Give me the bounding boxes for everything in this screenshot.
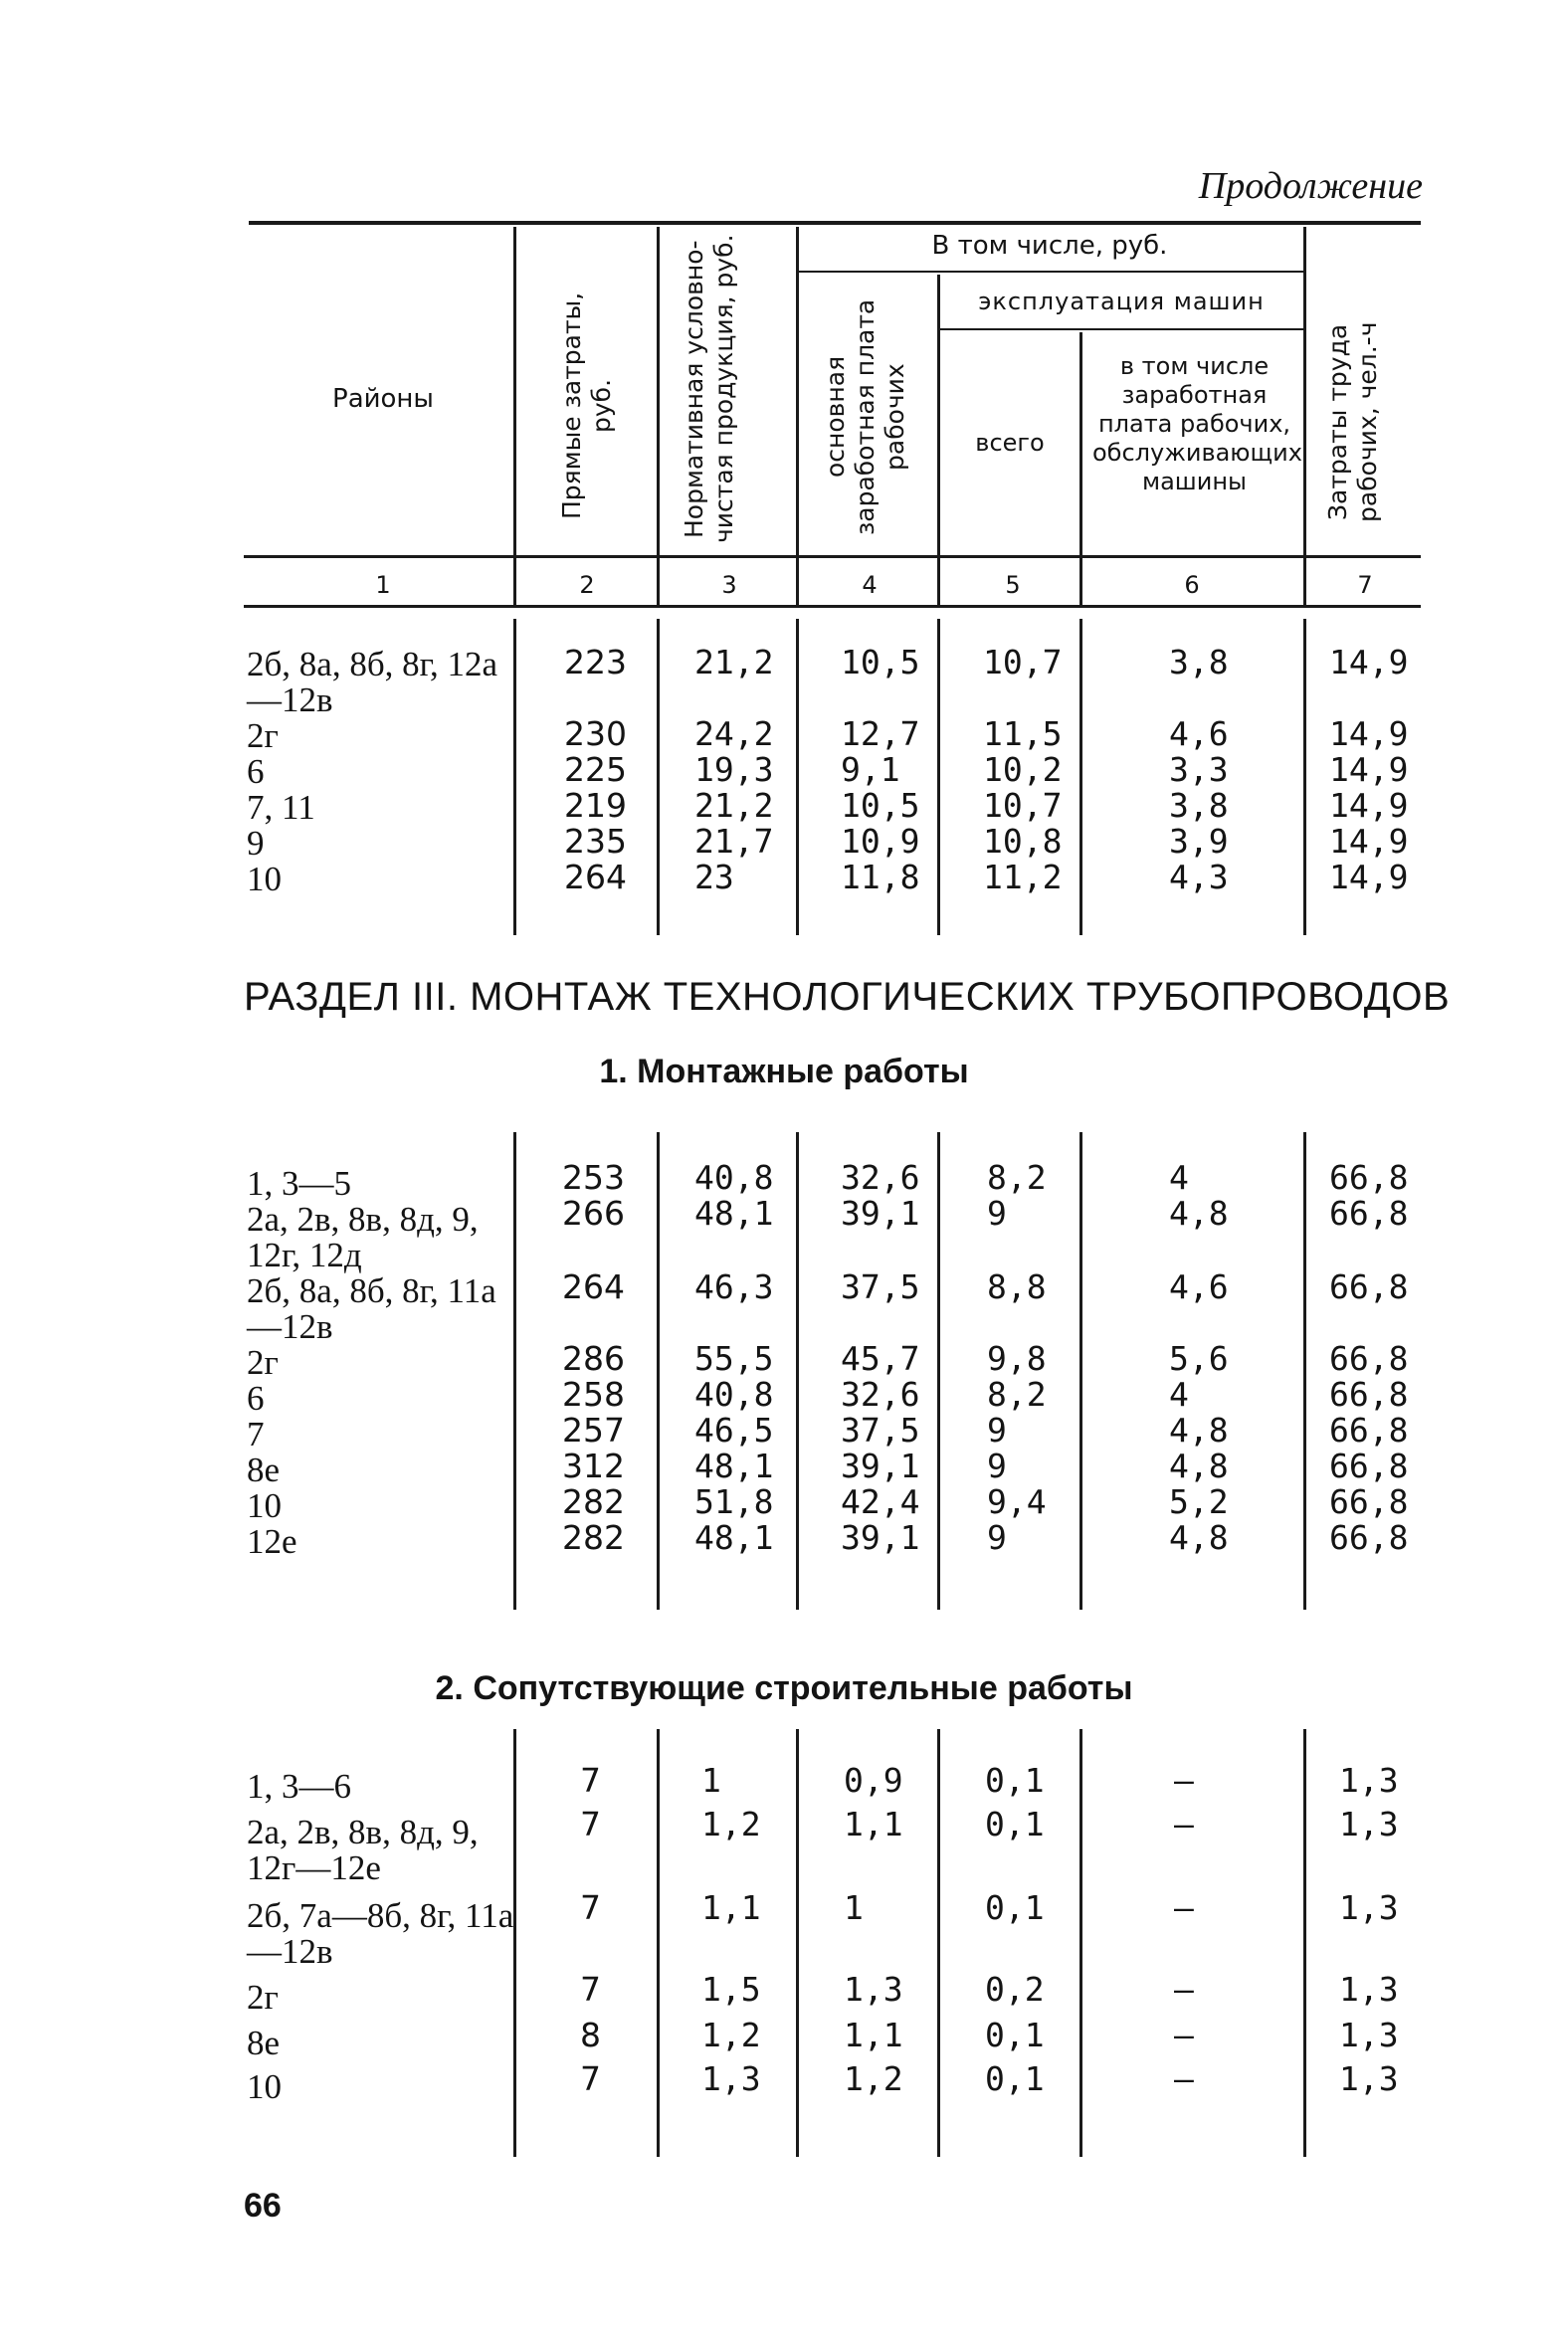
table-cell: 39,1 xyxy=(841,1194,920,1233)
table-cell: 1,3 xyxy=(701,2059,761,2098)
table-cell: 4 xyxy=(1169,1375,1189,1414)
table-row-region: 2г xyxy=(247,1343,279,1382)
table-cell: 7 xyxy=(580,1805,601,1843)
header-divider xyxy=(796,227,799,607)
column-divider xyxy=(657,1132,660,1610)
table-cell: 4,8 xyxy=(1169,1411,1229,1450)
table-cell: 10,9 xyxy=(841,822,920,861)
table-row-region: 8е xyxy=(247,2024,281,2062)
table-row-region: 1, 3—6 xyxy=(247,1767,351,1806)
table-cell: 0,1 xyxy=(985,2016,1045,2054)
table-cell: 219 xyxy=(564,786,627,825)
table-cell: 7 xyxy=(580,1761,601,1800)
table-row-region: 6 xyxy=(247,1379,265,1418)
table-cell: 14,9 xyxy=(1329,714,1409,753)
table-row-region: 2г xyxy=(247,716,279,755)
table-cell: 1,5 xyxy=(701,1970,761,2009)
table-cell: 1,3 xyxy=(1339,1761,1399,1800)
column-divider xyxy=(657,1729,660,2157)
table-cell: 257 xyxy=(562,1411,625,1450)
column-divider xyxy=(796,1729,799,2157)
table-row-region: 12е xyxy=(247,1522,297,1561)
table-cell: 9 xyxy=(987,1411,1007,1450)
table-cell: 23 xyxy=(694,858,734,896)
table-cell: 1,1 xyxy=(844,2016,903,2054)
table-cell: 1,2 xyxy=(701,1805,761,1843)
table-cell: 11,5 xyxy=(983,714,1063,753)
table-cell: 66,8 xyxy=(1329,1375,1409,1414)
table-cell: 9 xyxy=(987,1447,1007,1485)
table-row-region: 7, 11 xyxy=(247,788,315,827)
table-row-region: 10 xyxy=(247,860,282,898)
section-title: РАЗДЕЛ III. МОНТАЖ ТЕХНОЛОГИЧЕСКИХ ТРУБОПРОВОДОВ xyxy=(244,975,1451,1019)
table-cell: 1,3 xyxy=(1339,2016,1399,2054)
header-divider xyxy=(513,227,516,607)
col-number: 1 xyxy=(375,571,391,599)
table-cell: 286 xyxy=(562,1339,625,1378)
table-cell: 66,8 xyxy=(1329,1267,1409,1306)
table-cell: 21,2 xyxy=(694,786,774,825)
group-rule xyxy=(796,271,1303,273)
column-divider xyxy=(1303,619,1306,935)
header-top-rule xyxy=(249,221,1421,225)
table-cell: 253 xyxy=(562,1158,625,1197)
table-cell: 3,3 xyxy=(1169,750,1229,789)
table-cell: 0,2 xyxy=(985,1970,1045,2009)
table-cell: — xyxy=(1174,1805,1194,1843)
header-group-including: В том числе, руб. xyxy=(931,231,1168,261)
table-cell: 1 xyxy=(844,1888,864,1927)
table-cell: 37,5 xyxy=(841,1267,920,1306)
table-cell: 14,9 xyxy=(1329,750,1409,789)
table-cell: 1,2 xyxy=(701,2016,761,2054)
table-cell: 48,1 xyxy=(694,1518,774,1557)
table-cell: 8,8 xyxy=(987,1267,1047,1306)
col-number: 5 xyxy=(1005,571,1021,599)
table-cell: 39,1 xyxy=(841,1518,920,1557)
column-divider xyxy=(937,1729,940,2157)
table-cell: 1,3 xyxy=(1339,2059,1399,2098)
table-cell: 66,8 xyxy=(1329,1482,1409,1521)
table-cell: 225 xyxy=(564,750,627,789)
table-cell: 14,9 xyxy=(1329,643,1409,681)
table-cell: 4,6 xyxy=(1169,714,1229,753)
header-divider xyxy=(1079,332,1082,607)
table-cell: 4,8 xyxy=(1169,1447,1229,1485)
column-divider xyxy=(1079,619,1082,935)
table-cell: — xyxy=(1174,1970,1194,2009)
table-cell: 14,9 xyxy=(1329,858,1409,896)
table-cell: 1,3 xyxy=(844,1970,903,2009)
table-cell: 39,1 xyxy=(841,1447,920,1485)
col-number: 4 xyxy=(862,571,878,599)
table-row-region: 7 xyxy=(247,1415,265,1454)
table-cell: 1,1 xyxy=(844,1805,903,1843)
header-col-normative-product: Нормативная условно-чистая продукция, руб. xyxy=(680,234,738,544)
column-divider xyxy=(796,1132,799,1610)
table-cell: 3,8 xyxy=(1169,786,1229,825)
table-cell: — xyxy=(1174,2016,1194,2054)
header-bottom-rule xyxy=(244,555,1421,558)
table-cell: 7 xyxy=(580,1970,601,2009)
table-cell: 1,2 xyxy=(844,2059,903,2098)
subsection-title-construction: 2. Сопутствующие строительные работы xyxy=(435,1669,1133,1707)
column-divider xyxy=(1303,1132,1306,1610)
table-row-region: 9 xyxy=(247,824,265,863)
header-col-wages: основная заработная плата рабочих xyxy=(821,298,909,535)
table-cell: 4,3 xyxy=(1169,858,1229,896)
table-cell: 4 xyxy=(1169,1158,1189,1197)
table-cell: 312 xyxy=(562,1447,625,1485)
table-cell: 1,3 xyxy=(1339,1805,1399,1843)
table-cell: 10,8 xyxy=(983,822,1063,861)
header-col-labor: Затраты труда рабочих, чел.-ч xyxy=(1323,321,1382,522)
table-row-region: 2а, 2в, 8в, 8д, 9, 12г—12е xyxy=(247,1813,479,1887)
table-cell: 4,6 xyxy=(1169,1267,1229,1306)
column-divider xyxy=(937,1132,940,1610)
table-cell: 266 xyxy=(562,1194,625,1233)
table-row-region: 10 xyxy=(247,2067,282,2106)
continuation-label: Продолжение xyxy=(1198,165,1423,207)
table-cell: 66,8 xyxy=(1329,1194,1409,1233)
table-cell: 4,8 xyxy=(1169,1194,1229,1233)
table-cell: 5,2 xyxy=(1169,1482,1229,1521)
table-cell: 1 xyxy=(701,1761,721,1800)
table-cell: 7 xyxy=(580,2059,601,2098)
table-cell: 40,8 xyxy=(694,1158,774,1197)
table-cell: 5,6 xyxy=(1169,1339,1229,1378)
table-cell: 48,1 xyxy=(694,1194,774,1233)
table-cell: 9 xyxy=(987,1194,1007,1233)
column-divider xyxy=(1079,1729,1082,2157)
table-cell: 48,1 xyxy=(694,1447,774,1485)
column-divider xyxy=(796,619,799,935)
table-cell: 10,2 xyxy=(983,750,1063,789)
table-cell: 66,8 xyxy=(1329,1447,1409,1485)
table-cell: — xyxy=(1174,1761,1194,1800)
header-col-total: всего xyxy=(975,429,1045,457)
table-cell: 1,3 xyxy=(1339,1888,1399,1927)
table-cell: 10,5 xyxy=(841,643,920,681)
table-cell: 37,5 xyxy=(841,1411,920,1450)
table-cell: 10,7 xyxy=(983,786,1063,825)
table-cell: 258 xyxy=(562,1375,625,1414)
header-divider xyxy=(1303,227,1306,607)
table-cell: 19,3 xyxy=(694,750,774,789)
header-col-machine-wages: в том числе заработная плата рабочих, обслуживающих машины xyxy=(1092,352,1302,495)
col-number: 2 xyxy=(579,571,595,599)
col-number: 7 xyxy=(1357,571,1373,599)
column-divider xyxy=(657,619,660,935)
table-row-region: 10 xyxy=(247,1486,282,1525)
table-cell: 40,8 xyxy=(694,1375,774,1414)
table-cell: 66,8 xyxy=(1329,1411,1409,1450)
col-number: 6 xyxy=(1184,571,1200,599)
table-cell: 42,4 xyxy=(841,1482,920,1521)
column-divider xyxy=(1079,1132,1082,1610)
header-col-direct-costs: Прямые затраты, руб. xyxy=(557,291,616,520)
table-cell: 4,8 xyxy=(1169,1518,1229,1557)
column-divider xyxy=(937,619,940,935)
subgroup-rule xyxy=(937,328,1303,330)
table-cell: 45,7 xyxy=(841,1339,920,1378)
table-cell: 0,9 xyxy=(844,1761,903,1800)
table-cell: 10,5 xyxy=(841,786,920,825)
table-cell: 0,1 xyxy=(985,2059,1045,2098)
table-cell: 264 xyxy=(564,858,627,896)
table-cell: 8,2 xyxy=(987,1158,1047,1197)
table-row-region: 2б, 8а, 8б, 8г, 12а—12в xyxy=(247,645,498,719)
table-cell: 223 xyxy=(564,643,627,681)
page-number: 66 xyxy=(244,2187,282,2225)
table-cell: 66,8 xyxy=(1329,1339,1409,1378)
table-cell: 3,8 xyxy=(1169,643,1229,681)
table-row-region: 1, 3—5 xyxy=(247,1164,351,1203)
table-cell: 9,4 xyxy=(987,1482,1047,1521)
table-cell: 8,2 xyxy=(987,1375,1047,1414)
table-cell: 14,9 xyxy=(1329,822,1409,861)
table-cell: 32,6 xyxy=(841,1375,920,1414)
col-number: 3 xyxy=(721,571,737,599)
table-cell: 10,7 xyxy=(983,643,1063,681)
table-cell: 282 xyxy=(562,1482,625,1521)
table-cell: — xyxy=(1174,2059,1194,2098)
table-cell: 66,8 xyxy=(1329,1158,1409,1197)
table-cell: 9 xyxy=(987,1518,1007,1557)
table-cell: 12,7 xyxy=(841,714,920,753)
table-cell: 32,6 xyxy=(841,1158,920,1197)
table-cell: 230 xyxy=(564,714,627,753)
table-cell: 282 xyxy=(562,1518,625,1557)
table-row-region: 2б, 7а—8б, 8г, 11а—12в xyxy=(247,1896,514,1971)
numbers-bottom-rule xyxy=(244,605,1421,608)
table-cell: 8 xyxy=(580,2016,601,2054)
table-cell: 235 xyxy=(564,822,627,861)
column-divider xyxy=(1303,1729,1306,2157)
table-cell: 1,1 xyxy=(701,1888,761,1927)
header-col-regions: Районы xyxy=(332,384,434,414)
table-row-region: 8е xyxy=(247,1451,281,1489)
table-cell: 0,1 xyxy=(985,1888,1045,1927)
table-cell: 1,3 xyxy=(1339,1970,1399,2009)
table-cell: 0,1 xyxy=(985,1805,1045,1843)
table-cell: 7 xyxy=(580,1888,601,1927)
table-cell: — xyxy=(1174,1888,1194,1927)
table-cell: 264 xyxy=(562,1267,625,1306)
table-cell: 55,5 xyxy=(694,1339,774,1378)
table-cell: 14,9 xyxy=(1329,786,1409,825)
table-cell: 51,8 xyxy=(694,1482,774,1521)
table-cell: 11,8 xyxy=(841,858,920,896)
table-cell: 21,7 xyxy=(694,822,774,861)
table-row-region: 6 xyxy=(247,752,265,791)
table-cell: 11,2 xyxy=(983,858,1063,896)
table-row-region: 2г xyxy=(247,1978,279,2017)
table-cell: 9,1 xyxy=(841,750,900,789)
table-cell: 9,8 xyxy=(987,1339,1047,1378)
header-subgroup-machines: эксплуатация машин xyxy=(978,288,1265,315)
table-cell: 0,1 xyxy=(985,1761,1045,1800)
table-row-region: 2б, 8а, 8б, 8г, 11а—12в xyxy=(247,1271,496,1346)
table-cell: 46,3 xyxy=(694,1267,774,1306)
table-cell: 46,5 xyxy=(694,1411,774,1450)
table-cell: 24,2 xyxy=(694,714,774,753)
header-divider xyxy=(657,227,660,607)
table-cell: 66,8 xyxy=(1329,1518,1409,1557)
table-row-region: 2а, 2в, 8в, 8д, 9, 12г, 12д xyxy=(247,1200,479,1274)
table-cell: 21,2 xyxy=(694,643,774,681)
table-cell: 3,9 xyxy=(1169,822,1229,861)
subsection-title-installation: 1. Монтажные работы xyxy=(599,1053,969,1090)
